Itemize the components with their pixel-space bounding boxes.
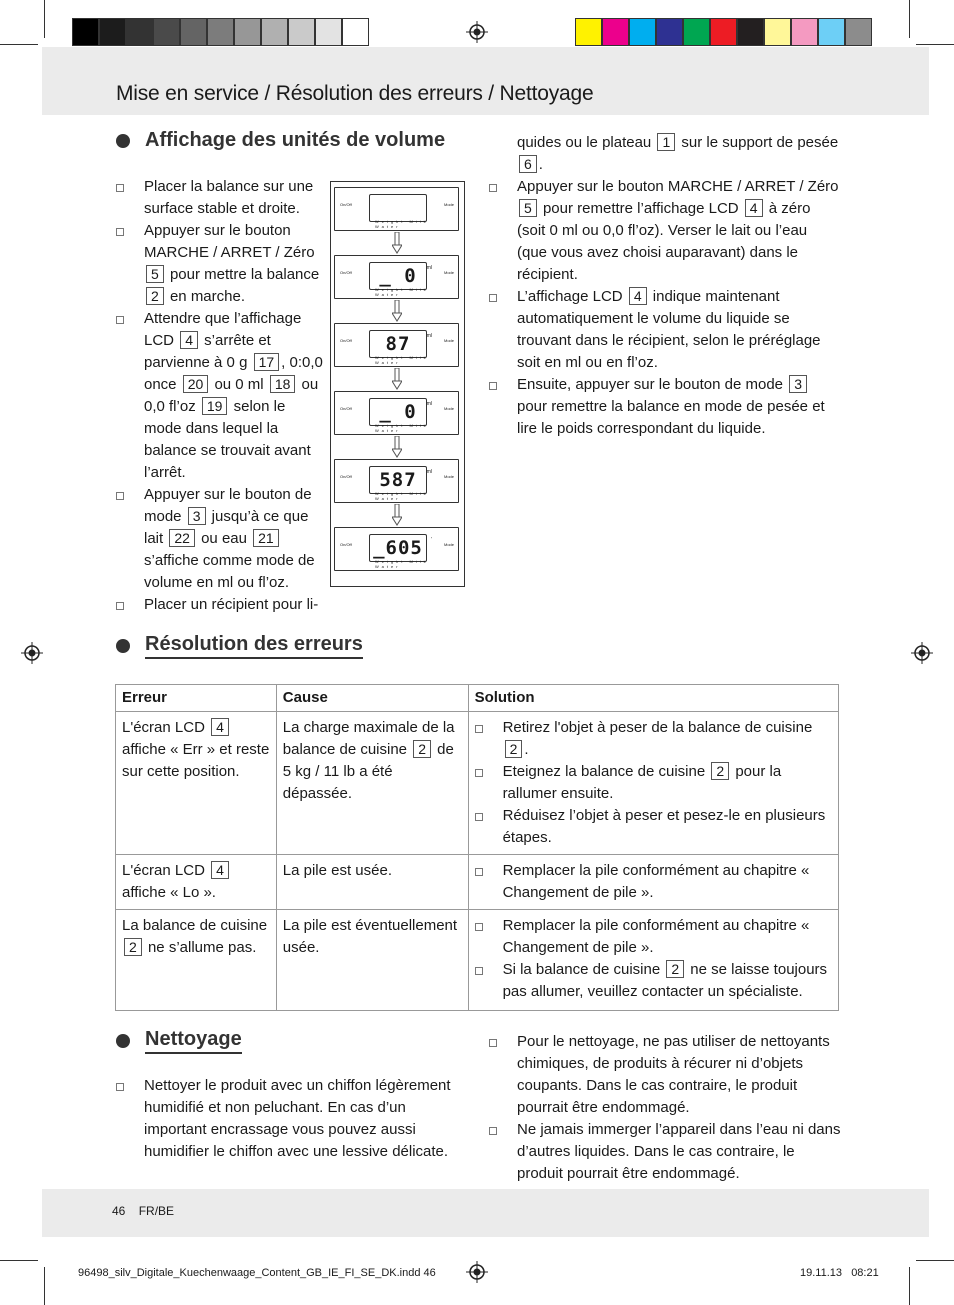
lcd-mode-labels: Weight Milk Water	[375, 219, 429, 229]
reference-number-box: 2	[666, 960, 684, 978]
color-swatch	[602, 18, 629, 46]
list-item: Placer un récipient pour li-	[116, 594, 326, 616]
mode-label: Mode	[443, 542, 454, 547]
color-swatch	[315, 18, 342, 46]
reference-number-box: 2	[413, 740, 431, 758]
print-date: 19.11.13 08:21	[800, 1267, 879, 1279]
arrow-down-icon	[392, 368, 402, 390]
arrow-down-icon	[392, 504, 402, 526]
bullet-icon	[116, 639, 130, 653]
reference-number-box: 4	[629, 287, 647, 305]
list-item: quides ou le plateau 1 sur le support de pesée 6 .	[517, 134, 839, 173]
list-item: Attendre que l’affichage LCD 4 s’arrête et parvienne à 0 g 17 , 0:0,0 once 20 ou 0 ml 18 ou 0,0 fl’oz 19 selon le mode dans lequel la balance se trouvait avant l’arrêt.	[116, 308, 326, 484]
error-cell: La balance de cuisine 2 ne s’allume pas.	[116, 910, 277, 1011]
lcd-screen: _ 0	[369, 398, 427, 426]
volume-right-column	[489, 132, 841, 440]
lcd-screen	[369, 194, 427, 222]
registration-mark-icon	[21, 642, 43, 664]
lcd-unit: ml	[426, 401, 432, 407]
lcd-unit: '	[431, 537, 432, 543]
color-swatch	[818, 18, 845, 46]
footer-band	[42, 1189, 929, 1237]
file-name: 96498_silv_Digitale_Kuechenwaage_Content_GB_IE_FI_SE_DK.indd 46	[78, 1267, 436, 1279]
lcd-panel	[334, 391, 459, 435]
reference-number-box: 2	[505, 740, 523, 758]
mode-label: Mode	[443, 406, 454, 411]
page-title: Mise en service / Résolution des erreurs / Nettoyage	[116, 82, 594, 105]
list-item: Remplacer la pile conformément au chapitre « Changement de pile ».	[475, 860, 832, 904]
lcd-screen: 587	[369, 466, 427, 494]
process-color-bar	[575, 18, 872, 46]
lcd-panel	[334, 323, 459, 367]
cleaning-right-column	[489, 1031, 841, 1185]
error-table	[115, 684, 839, 1011]
on-off-label: On/Off	[340, 338, 352, 343]
lcd-screen: _605	[369, 534, 427, 562]
cause-cell: La charge maximale de la balance de cuisine 2 de 5 kg / 11 lb a été dépassée.	[276, 712, 468, 855]
registration-mark-icon	[466, 1261, 488, 1283]
table-row	[116, 910, 839, 1011]
on-off-label: On/Off	[340, 406, 352, 411]
color-swatch	[72, 18, 99, 46]
color-swatch	[791, 18, 818, 46]
list-item: Appuyer sur le bouton MARCHE / ARRET / Zéro 5 pour mettre la balance 2 en marche.	[116, 220, 326, 308]
color-swatch	[126, 18, 153, 46]
arrow-down-icon	[392, 232, 402, 254]
color-swatch	[629, 18, 656, 46]
color-swatch	[656, 18, 683, 46]
list-item: Pour le nettoyage, ne pas utiliser de nettoyants chimiques, de produits à récurer ni d’objets coupants. Dans le cas contraire, le produit pourrait être endommagé.	[489, 1031, 841, 1119]
color-swatch	[153, 18, 180, 46]
mode-label: Mode	[443, 474, 454, 479]
on-off-label: On/Off	[340, 270, 352, 275]
column-header: Erreur	[116, 685, 277, 712]
volume-heading: Affichage des unités de volume	[116, 129, 445, 152]
cause-cell: La pile est éventuellement usée.	[276, 910, 468, 1011]
color-swatch	[261, 18, 288, 46]
list-item: Si la balance de cuisine 2 ne se laisse toujours pas allumer, veuillez contacter un spécialiste.	[475, 959, 832, 1003]
gray-color-bar	[72, 18, 369, 46]
reference-number-box: 19	[202, 397, 228, 415]
reference-number-box: 20	[183, 375, 209, 393]
column-header: Cause	[276, 685, 468, 712]
reference-number-box: 6	[519, 155, 537, 173]
lcd-panel	[334, 255, 459, 299]
lcd-mode-labels: Weight Milk Water	[375, 559, 429, 569]
reference-number-box: 4	[180, 331, 198, 349]
lcd-unit: ml	[426, 469, 432, 475]
cleaning-left-column	[116, 1075, 464, 1163]
mode-label: Mode	[443, 338, 454, 343]
list-item: Retirez l'objet à peser de la balance de cuisine 2 .	[475, 717, 832, 761]
color-swatch	[207, 18, 234, 46]
reference-number-box: 2	[124, 938, 142, 956]
color-swatch	[575, 18, 602, 46]
color-swatch	[342, 18, 369, 46]
lcd-mode-labels: Weight Milk Water	[375, 423, 429, 433]
reference-number-box: 21	[253, 529, 279, 547]
lcd-panel	[334, 187, 459, 231]
bullet-icon	[116, 1034, 130, 1048]
color-swatch	[683, 18, 710, 46]
color-swatch	[234, 18, 261, 46]
solution-cell	[468, 910, 838, 1011]
reference-number-box: 3	[188, 507, 206, 525]
registration-mark-icon	[466, 21, 488, 43]
lcd-mode-labels: Weight Milk Water	[375, 287, 429, 297]
color-swatch	[288, 18, 315, 46]
registration-mark-icon	[911, 642, 933, 664]
color-swatch	[737, 18, 764, 46]
color-swatch	[99, 18, 126, 46]
error-cell: L'écran LCD 4 affiche « Lo ».	[116, 855, 277, 910]
color-swatch	[845, 18, 872, 46]
reference-number-box: 4	[211, 861, 229, 879]
cause-cell: La pile est usée.	[276, 855, 468, 910]
reference-number-box: 18	[270, 375, 296, 393]
color-swatch	[710, 18, 737, 46]
reference-number-box: 2	[711, 762, 729, 780]
list-item: Réduisez l’objet à peser et pesez-le en plusieurs étapes.	[475, 805, 832, 849]
color-swatch	[764, 18, 791, 46]
scale-display-figure	[330, 181, 465, 587]
reference-number-box: 17	[254, 353, 280, 371]
arrow-down-icon	[392, 436, 402, 458]
errors-heading: Résolution des erreurs	[116, 633, 363, 659]
page-number: 46 FR/BE	[112, 1204, 175, 1218]
solution-cell	[468, 712, 838, 855]
error-table-header	[116, 685, 839, 712]
mode-label: Mode	[443, 270, 454, 275]
reference-number-box: 4	[745, 199, 763, 217]
lcd-unit: ml	[426, 265, 432, 271]
reference-number-box: 5	[146, 265, 164, 283]
cleaning-heading: Nettoyage	[116, 1028, 242, 1054]
column-header: Solution	[468, 685, 838, 712]
arrow-down-icon	[392, 300, 402, 322]
solution-cell	[468, 855, 838, 910]
reference-number-box: 4	[211, 718, 229, 736]
reference-number-box: 5	[519, 199, 537, 217]
on-off-label: On/Off	[340, 474, 352, 479]
list-item: Placer la balance sur une surface stable et droite.	[116, 176, 326, 220]
list-item: L’affichage LCD 4 indique maintenant automatiquement le volume du liquide se trouvant dans le récipient, selon le préréglage soit en ml ou en fl’oz.	[489, 286, 841, 374]
volume-left-column	[116, 176, 326, 616]
lcd-panel	[334, 459, 459, 503]
mode-label: Mode	[443, 202, 454, 207]
lcd-screen: _ 0	[369, 262, 427, 290]
lcd-mode-labels: Weight Milk Water	[375, 355, 429, 365]
list-item: Ensuite, appuyer sur le bouton de mode 3 pour remettre la balance en mode de pesée et lire le poids correspondant du liquide.	[489, 374, 841, 440]
color-swatch	[180, 18, 207, 46]
table-row	[116, 855, 839, 910]
lcd-unit: ml	[426, 333, 432, 339]
on-off-label: On/Off	[340, 202, 352, 207]
reference-number-box: 2	[146, 287, 164, 305]
list-item: Eteignez la balance de cuisine 2 pour la rallumer ensuite.	[475, 761, 832, 805]
on-off-label: On/Off	[340, 542, 352, 547]
reference-number-box: 3	[789, 375, 807, 393]
list-item: Appuyer sur le bouton MARCHE / ARRET / Zéro 5 pour remettre l’affichage LCD 4 à zéro (soit 0 ml ou 0,0 fl’oz). Verser le lait ou l’eau (que vous avez choisi auparavant) dans le récipient.	[489, 176, 841, 286]
error-cell: L'écran LCD 4 affiche « Err » et reste sur cette position.	[116, 712, 277, 855]
lcd-screen: 87	[369, 330, 427, 358]
list-item: Nettoyer le produit avec un chiffon légèrement humidifié et non peluchant. En cas d’un important encrassage vous pouvez aussi humidifier le chiffon avec une lessive délicate.	[116, 1075, 464, 1163]
bullet-icon	[116, 134, 130, 148]
reference-number-box: 22	[169, 529, 195, 547]
list-item: Appuyer sur le bouton de mode 3 jusqu’à ce que lait 22 ou eau 21 s’affiche comme mode de volume en ml ou fl’oz.	[116, 484, 326, 594]
lcd-mode-labels: Weight Milk Water	[375, 491, 429, 501]
list-item: Remplacer la pile conformément au chapitre « Changement de pile ».	[475, 915, 832, 959]
lcd-panel	[334, 527, 459, 571]
reference-number-box: 1	[657, 133, 675, 151]
table-row	[116, 712, 839, 855]
list-item: Ne jamais immerger l’appareil dans l’eau ni dans d’autres liquides. Dans le cas contraire, le produit pourrait être endommagé.	[489, 1119, 841, 1185]
